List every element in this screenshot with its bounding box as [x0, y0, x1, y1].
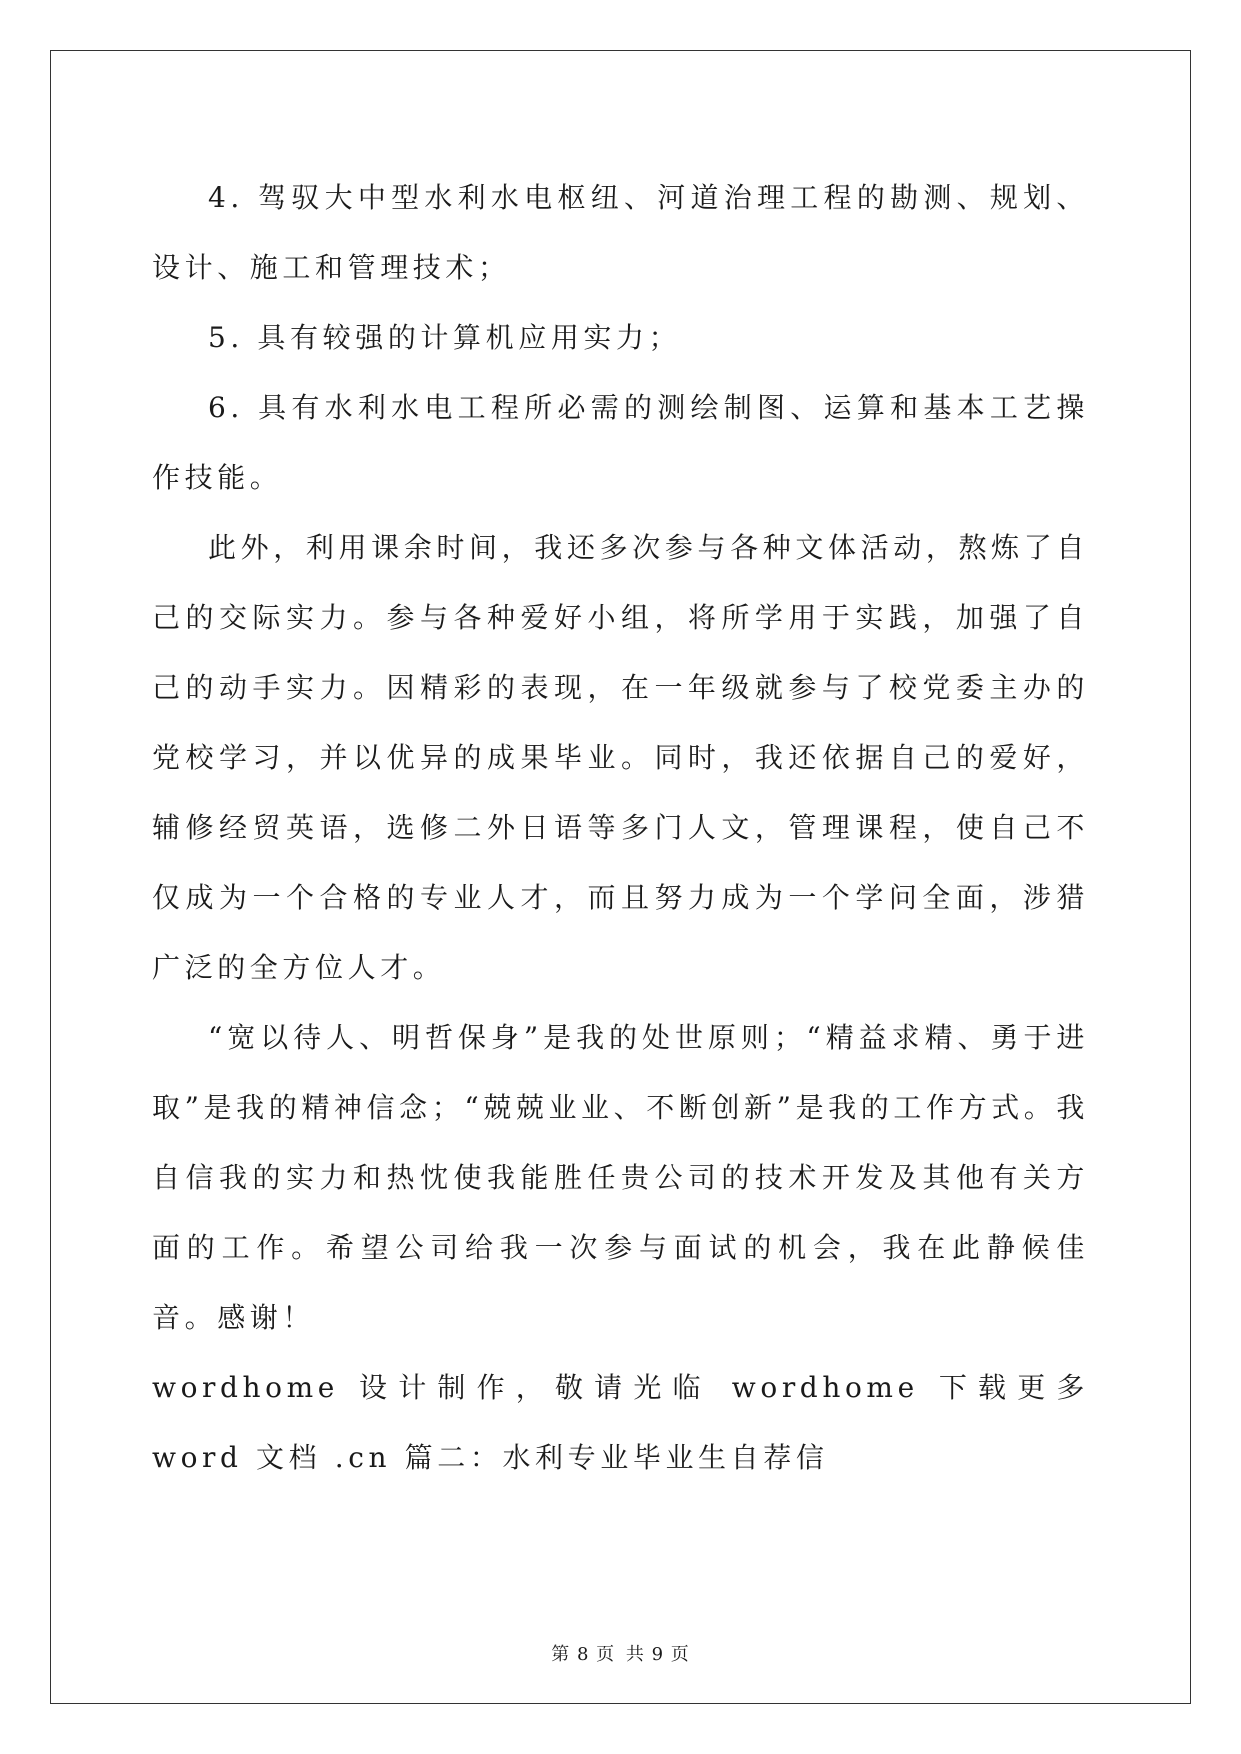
document-body	[152, 163, 1089, 1493]
paragraph-item-4: 4. 驾驭大中型水利水电枢纽、河道治理工程的勘测、规划、设计、施工和管理技术；	[152, 181, 1089, 284]
page-footer	[0, 1640, 1241, 1666]
paragraph-item-5: 5. 具有较强的计算机应用实力；	[208, 321, 682, 354]
paragraph-item-6: 6. 具有水利水电工程所必需的测绘制图、运算和基本工艺操作技能。	[152, 391, 1089, 494]
total-pages: 共 9 页	[625, 1644, 690, 1665]
paragraph-watermark-next-title: wordhome 设计制作，敬请光临 wordhome 下载更多 word 文档 .cn 篇二：水利专业毕业生自荐信	[152, 1371, 1089, 1474]
page-number: 第 8 页	[551, 1644, 616, 1665]
paragraph-extracurricular: 此外，利用课余时间，我还多次参与各种文体活动，熬炼了自己的交际实力。参与各种爱好小组，将所学用于实践，加强了自己的动手实力。因精彩的表现，在一年级就参与了校党委主办的党校学习，并以优异的成果毕业。同时，我还依据自己的爱好，辅修经贸英语，选修二外日语等多门人文，管理课程，使自己不仅成为一个合格的专业人才，而且努力成为一个学问全面，涉猎广泛的全方位人才。	[152, 531, 1089, 984]
paragraph-principles: “宽以待人、明哲保身”是我的处世原则；“精益求精、勇于进取”是我的精神信念；“兢兢业业、不断创新”是我的工作方式。我自信我的实力和热忱使我能胜任贵公司的技术开发及其他有关方面的工作。希望公司给我一次参与面试的机会，我在此静候佳音。感谢！	[152, 1021, 1089, 1334]
